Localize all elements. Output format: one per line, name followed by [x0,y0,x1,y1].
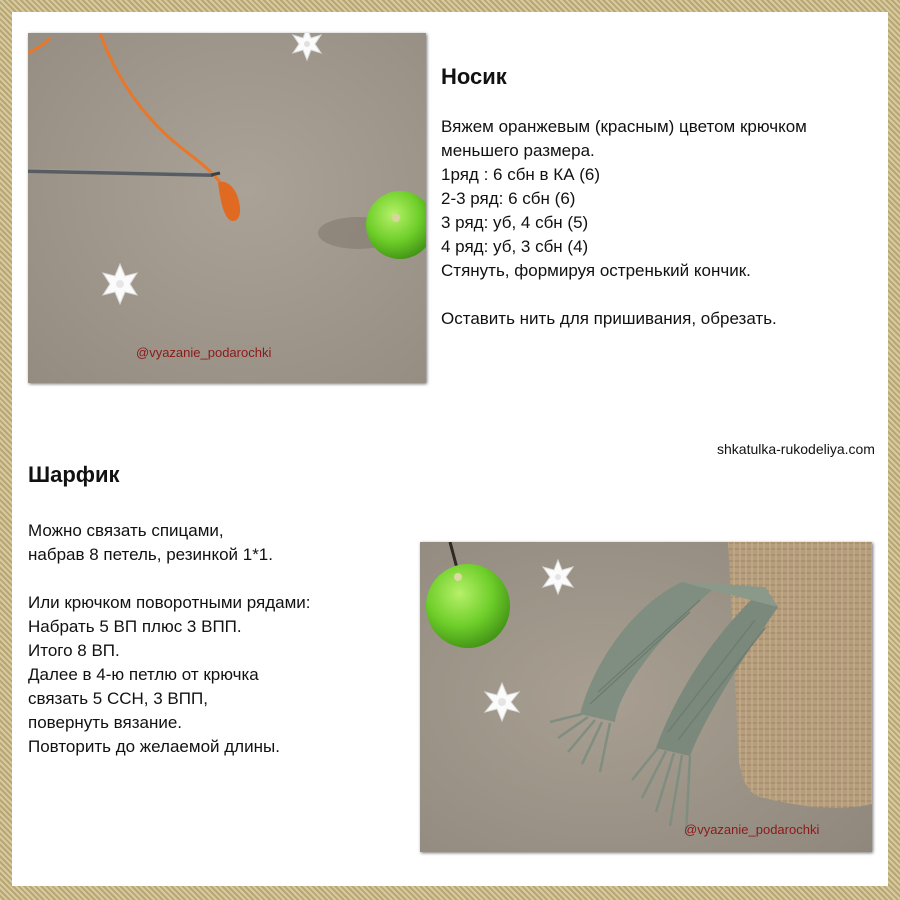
scarf-instructions [28,519,311,759]
photo-watermark: @vyazanie_podarochki [684,822,820,837]
instruction-line: 1ряд : 6 сбн в КА (6) [441,165,601,184]
instruction-line: связать 5 ССН, 3 ВПП, [28,689,208,708]
instruction-line: Или крючком поворотными рядами: [28,593,311,612]
nose-photo [28,33,426,383]
instruction-line: Оставить нить для пришивания, обрезать. [441,309,777,328]
instruction-line: Набрать 5 ВП плюс 3 ВПП. [28,617,242,636]
instruction-line: 3 ряд: уб, 4 сбн (5) [441,213,589,232]
nose-section-title: Носик [441,64,507,89]
instruction-line: Можно связать спицами, [28,521,224,540]
instruction-line: 2-3 ряд: 6 сбн (6) [441,189,576,208]
instruction-page [12,12,888,886]
scarf-section-title: Шарфик [28,462,120,487]
nose-photo-illustration [28,33,426,383]
nose-instructions [441,115,807,331]
instruction-line: Итого 8 ВП. [28,641,120,660]
scarf-photo-illustration [420,542,872,852]
instruction-line: Вяжем оранжевым (красным) цветом крючком [441,117,807,136]
instruction-line: набрав 8 петель, резинкой 1*1. [28,545,273,564]
photo-watermark: @vyazanie_podarochki [136,345,272,360]
site-credit: shkatulka-rukodeliya.com [717,441,875,457]
scarf-photo [420,542,872,852]
instruction-line: повернуть вязание. [28,713,183,732]
instruction-line: 4 ряд: уб, 3 сбн (4) [441,237,589,256]
instruction-line: Далее в 4-ю петлю от крючка [28,665,259,684]
instruction-line: Стянуть, формируя остренький кончик. [441,261,751,280]
instruction-line: меньшего размера. [441,141,595,160]
instruction-line: Повторить до желаемой длины. [28,737,280,756]
